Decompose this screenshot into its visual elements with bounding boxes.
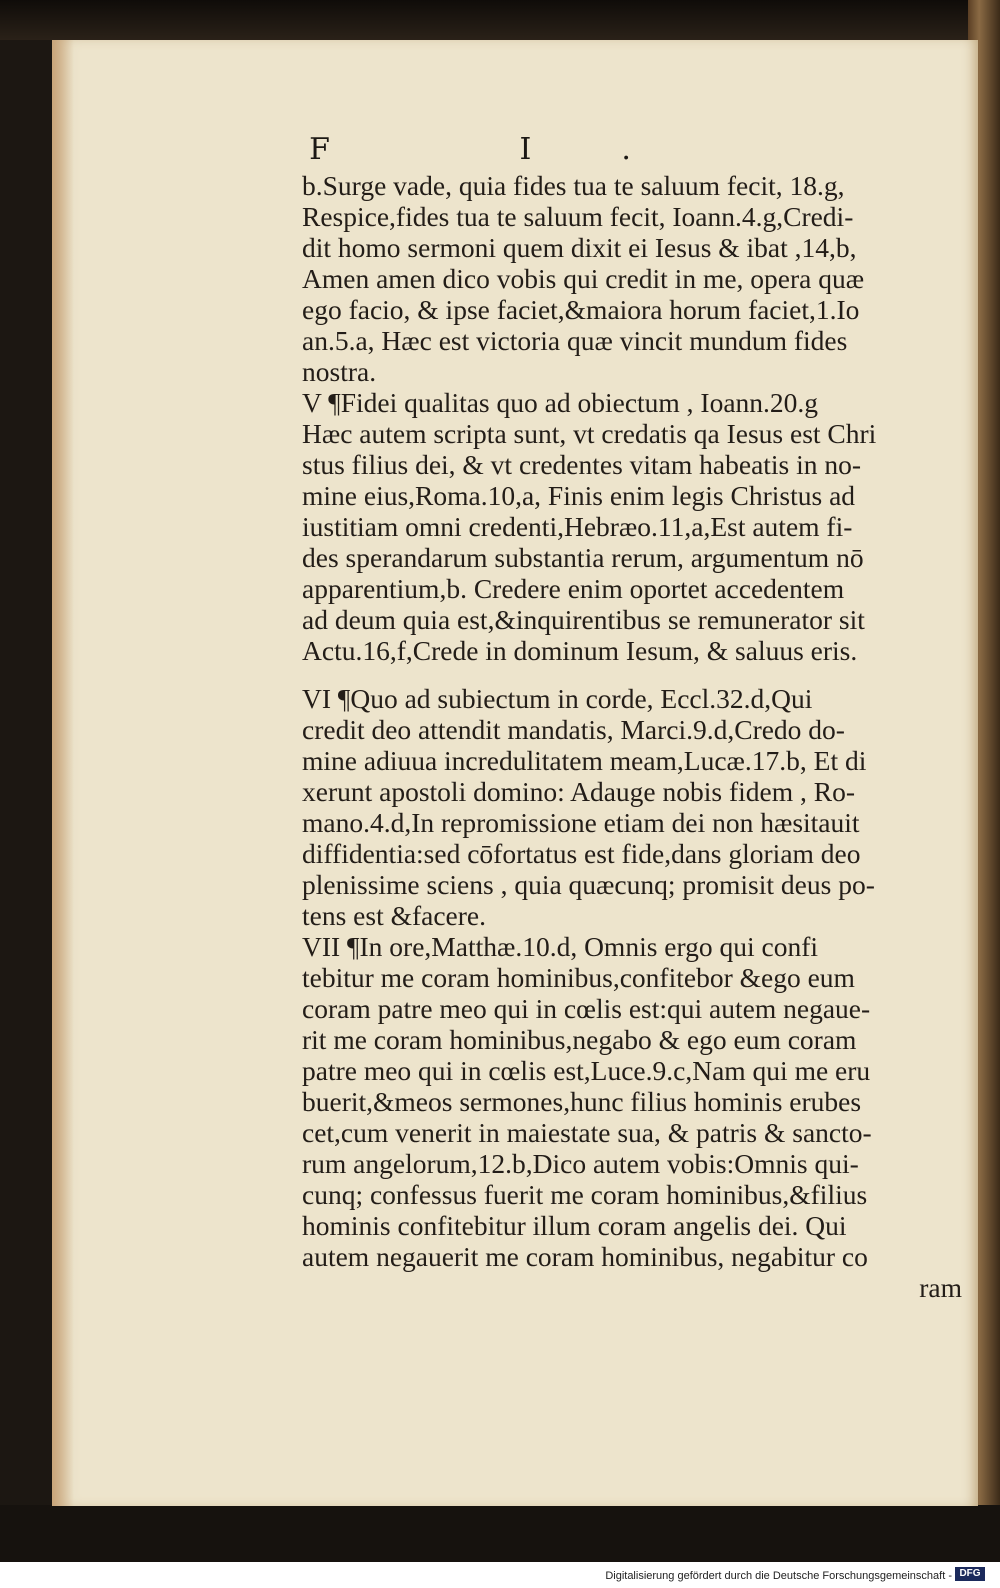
text-line — [302, 666, 962, 683]
text-line: ego facio, & ipse faciet,&maiora horum faciet,1.Io — [302, 294, 860, 325]
text-line: apparentium,b. Credere enim oportet accedentem — [302, 573, 845, 604]
text-line: b.Surge vade, quia fides tua te saluum fecit, 18.g, — [302, 170, 845, 201]
text-line: Actu.16,f,Crede in dominum Iesum, & saluus eris. — [302, 635, 858, 666]
text-line: iustitiam omni credenti,Hebræo.11,a,Est autem fi- — [302, 511, 853, 542]
text-line: plenissime sciens , quia quæcunq; promisit deus po- — [302, 869, 875, 900]
text-line: V ¶Fidei qualitas quo ad obiectum , Ioann.20.g — [302, 387, 819, 418]
text-line: ad deum quia est,&inquirentibus se remunerator sit — [302, 604, 865, 635]
text-line: ram — [919, 1272, 962, 1303]
text-line: Hæc autem scripta sunt, vt credatis qa Iesus est Chri — [302, 418, 877, 449]
footer-credit: Digitalisierung gefördert durch die Deutsche Forschungsgemeinschaft - — [605, 1570, 952, 1582]
text-line: stus filius dei, & vt credentes vitam habeatis in no- — [302, 449, 862, 480]
scan-bottom-band — [0, 1505, 1000, 1562]
text-line: buerit,&meos sermones,hunc filius hominis erubes — [302, 1086, 862, 1117]
text-line: xerunt apostoli domino: Adauge nobis fidem , Ro- — [302, 776, 855, 807]
text-line: an.5.a, Hæc est victoria quæ vincit mundum fides — [302, 325, 848, 356]
text-line: diffidentia:sed cōfortatus est fide,dans gloriam deo — [302, 838, 861, 869]
text-line: VII ¶In ore,Matthæ.10.d, Omnis ergo qui confi — [302, 931, 819, 962]
text-line: credit deo attendit mandatis, Marci.9.d,Credo do- — [302, 714, 845, 745]
text-line: mano.4.d,In repromissione etiam dei non hæsitauit — [302, 807, 860, 838]
text-line: des sperandarum substantia rerum, argumentum nō — [302, 542, 864, 573]
text-line: cunq; confessus fuerit me coram hominibus,&filius — [302, 1179, 868, 1210]
text-line: hominis confitebitur illum coram angelis dei. Qui — [302, 1210, 847, 1241]
scan-top-band — [0, 0, 1000, 40]
text-line: cet,cum venerit in maiestate sua, & patris & sancto- — [302, 1117, 872, 1148]
text-line: VI ¶Quo ad subiectum in corde, Eccl.32.d,Qui — [302, 683, 813, 714]
page-text — [302, 170, 962, 1303]
text-line: rit me coram hominibus,negabo & ego eum coram — [302, 1024, 857, 1055]
text-line: tebitur me coram hominibus,confitebor &ego eum — [302, 962, 855, 993]
text-line: patre meo qui in cœlis est,Luce.9.c,Nam qui me eru — [302, 1055, 871, 1086]
text-line: tens est &facere. — [302, 900, 487, 931]
text-line: Respice,fides tua te saluum fecit, Ioann.4.g,Credi- — [302, 201, 854, 232]
page-gutter-shadow — [52, 40, 74, 1506]
dfg-logo: DFG — [955, 1567, 985, 1581]
text-line: rum angelorum,12.b,Dico autem vobis:Omnis qui- — [302, 1148, 859, 1179]
text-line: nostra. — [302, 356, 377, 387]
text-line: coram patre meo qui in cœlis est:qui autem negaue- — [302, 993, 871, 1024]
text-line: dit homo sermoni quem dixit ei Iesus & ibat ,14,b, — [302, 232, 857, 263]
text-line: mine eius,Roma.10,a, Finis enim legis Christus ad — [302, 480, 856, 511]
text-line: Amen amen dico vobis qui credit in me, opera quæ — [302, 263, 865, 294]
text-line: autem negauerit me coram hominibus, negabitur co — [302, 1241, 868, 1272]
page-header: F I. — [309, 132, 721, 167]
text-line: mine adiuua incredulitatem meam,Lucæ.17.b, Et di — [302, 745, 867, 776]
